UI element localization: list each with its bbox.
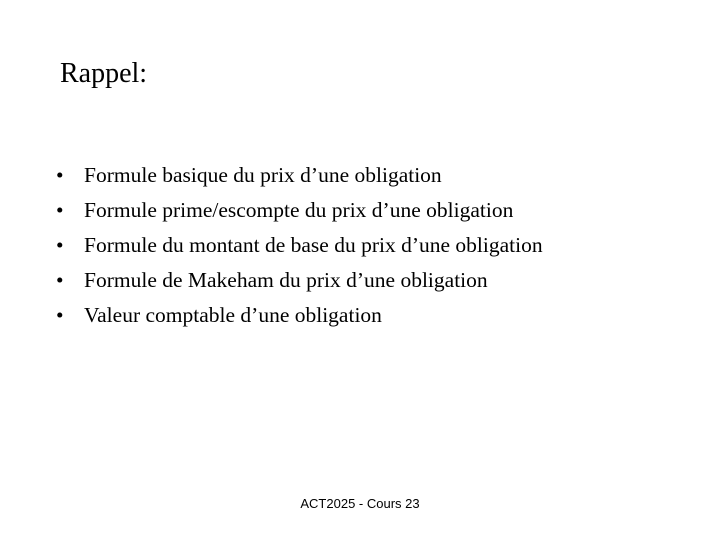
bullet-text: Formule de Makeham du prix d’une obligation (84, 268, 488, 292)
slide-title: Rappel: (60, 58, 148, 89)
footer-text: ACT2025 - Cours 23 (300, 496, 420, 511)
bullet-item (56, 265, 543, 300)
bullet-item (56, 300, 543, 335)
bullet-icon: • (56, 233, 64, 257)
bullet-text: Formule basique du prix d’une obligation (84, 163, 442, 187)
bullet-text: Valeur comptable d’une obligation (84, 303, 382, 327)
bullet-item (56, 160, 543, 195)
bullet-text: Formule du montant de base du prix d’une obligation (84, 233, 543, 257)
slide-footer (0, 495, 720, 513)
bullet-icon: • (56, 163, 64, 187)
bullet-icon: • (56, 268, 64, 292)
bullet-text: Formule prime/escompte du prix d’une obligation (84, 198, 514, 222)
bullet-icon: • (56, 303, 64, 327)
bullet-icon: • (56, 198, 64, 222)
bullet-list (56, 160, 543, 335)
bullet-item (56, 195, 543, 230)
bullet-item (56, 230, 543, 265)
